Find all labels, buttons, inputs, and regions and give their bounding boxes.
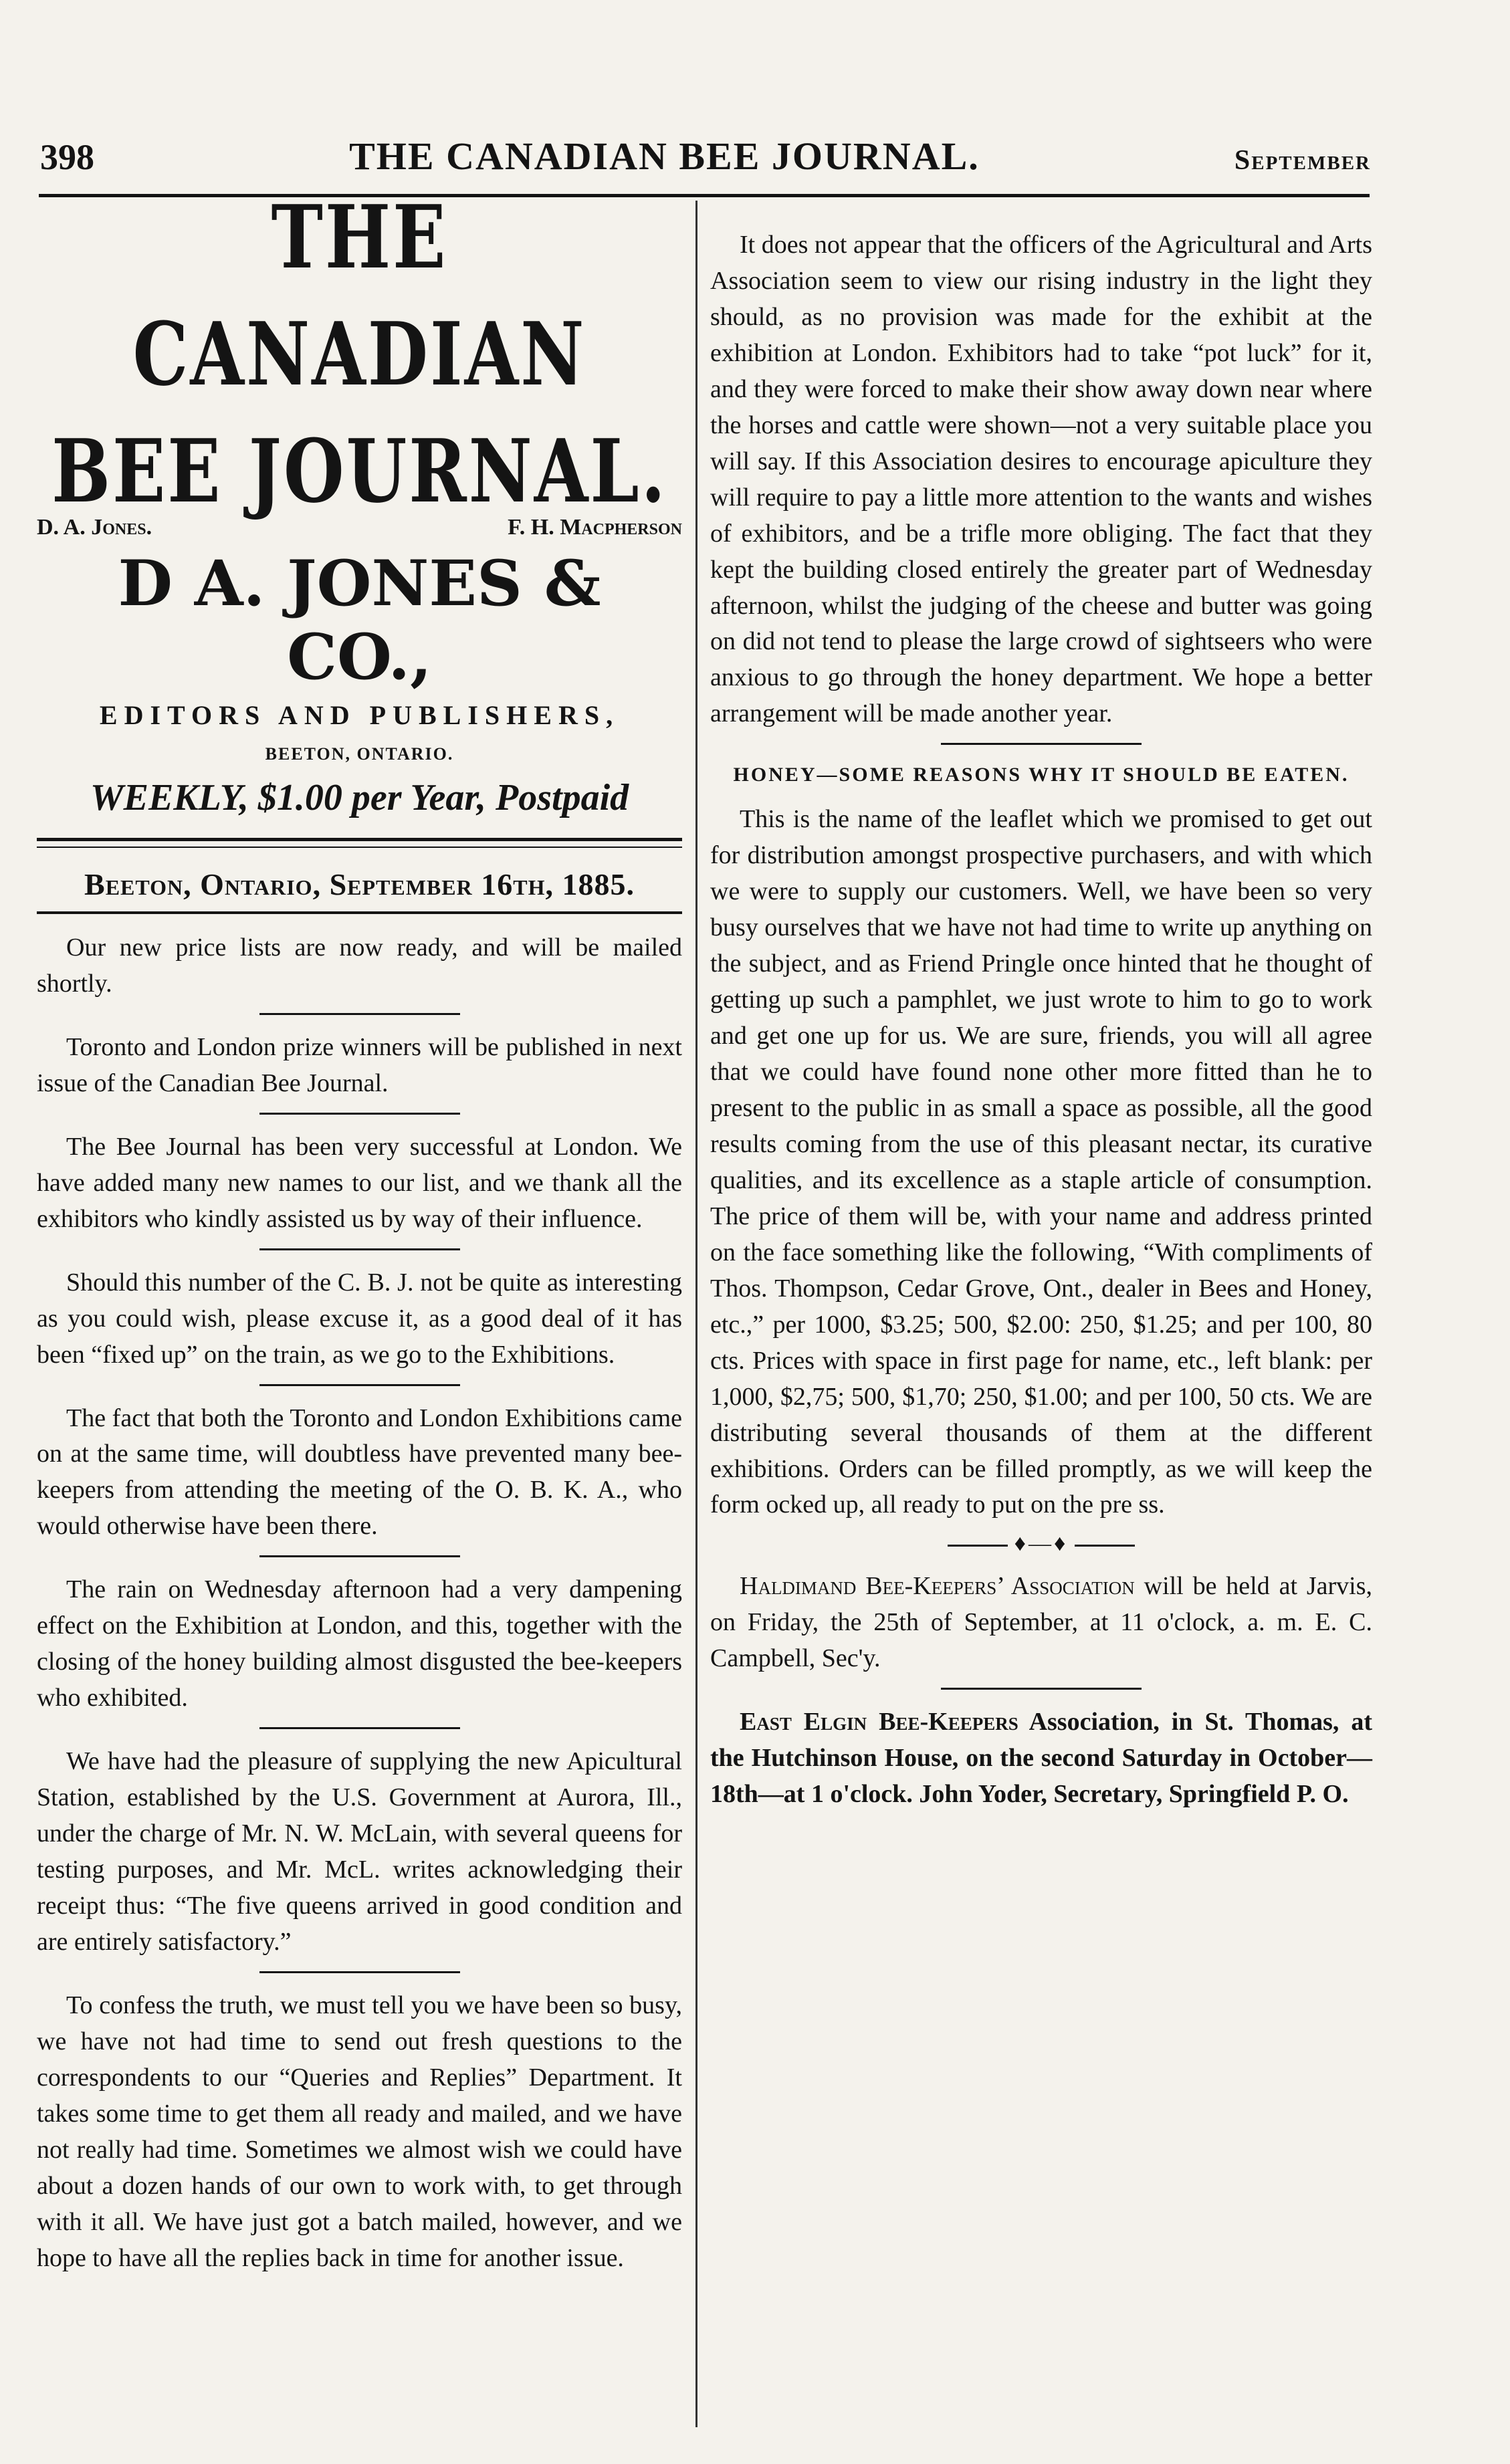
editorial-paragraph: Toronto and London prize winners will be published in next issue of the Canadian Bee Journal. [37,1032,682,1097]
notice-east-elgin-lead: East Elgin Bee-Keepers [740,1708,1018,1737]
ornament-divider: ♦—♦ [710,1531,1372,1557]
article-heading: HONEY—SOME REASONS WHY IT SHOULD BE EATEN. [733,764,1350,786]
notice-haldimand-lead: Haldimand Bee-Keepers’ Association [740,1572,1135,1601]
editorial-paragraph: The rain on Wednesday afternoon had a very dampening effect on the Exhibition at London, and this, together with the closing of the honey building almost disgusted the bee-keepers who exhibited. [37,1575,682,1712]
separator-rule [941,743,1142,745]
page-number: 398 [40,137,94,177]
editorial-paragraph: To confess the truth, we must tell you we have been so busy, we have not had time to send out fresh questions to the correspondents to our “Queries and Replies” Department. It takes some time to get them all ready and mailed, and we have not really had time. Sometimes we almost wish we could have about a dozen hands of our own to work with, to get through with it all. We have just got a batch mailed, however, and we hope to have all the replies back in time for another issue. [37,1991,682,2272]
separator-rule [259,1555,460,1557]
article-body: This is the name of the leaflet which we promised to get out for distribution amongst prospective purchasers, and with which we were to supply our customers. Well, we have been so very busy ourselves that we have not had time to write up anything on the subject, and as Friend Pringle once hinted that he thought of getting up such a pamphlet, we just wrote to him to go to work and get one up for us. We are sure, friends, you will all agree that we could have found none other more fitted than he to present to the public in as small a space as possible, all the good results coming from the use of this pleasant nectar, its curative qualities, and its excellence as a staple article of consumption. The price of them will be, with your name and address printed on the face something like the following, “With compliments of Thos. Thompson, Cedar Grove, Ont., dealer in Bees and Honey, etc.,” per 1000, $3.25; 500, $2.00: 250, $1.25; and per 100, 80 cts. Prices with space in first page for name, etc., left blank: per 1,000, $2,75; 500, $1,70; 250, $1.00; and per 100, 50 cts. We are distributing several thousands of them at the different exhibitions. Orders can be filled promptly, as we will keep the form ocked up, all ready to put on the pre ss. [710,805,1372,1519]
separator-rule [259,1384,460,1386]
masthead-title: THE CANADIAN BEE JOURNAL. [51,185,667,523]
publisher-role: EDITORS AND PUBLISHERS, [99,700,620,730]
masthead-rule-thin [37,847,682,848]
running-title: THE CANADIAN BEE JOURNAL. [349,134,980,178]
separator-rule [259,1248,460,1250]
publisher-place: BEETON, ONTARIO. [265,744,454,764]
left-column [37,185,682,2277]
editorial-paragraph: It does not appear that the officers of the Agricultural and Arts Association seem to view our rising industry in the light they should, as no provision was made for the exhibit at the exhibition at London. Exhibitors had to take “pot luck” for it, and they were forced to make their show away down near where the horses and cattle were shown—not a very suitable place you will say. If this Association desires to encourage apiculture they will require to pay a little more attention to the wants and wishes of exhibitors, and be a trifle more obliging. The fact that they kept the building closed entirely the greater part of Wednesday afternoon, whilst the judging of the cheese and butter was going on did not tend to please the large crowd of sightseers who were anxious to go through the honey department. We hope a better arrangement will be made another year. [710,231,1372,728]
running-month: September [1234,145,1371,176]
editorial-paragraph: Should this number of the C. B. J. not be quite as interesting as you could wish, please excuse it, as a good deal of it has been “fixed up” on the train, as we go to the Exhibitions. [37,1268,682,1369]
column-divider [695,201,697,2427]
right-column [710,201,1372,1813]
notice-east-elgin-text: Association, in St. Thomas, at the Hutchinson House, on the second Saturday in October—18th—at 1 o'clock. John Yoder, Secretary, Springfield P. O. [710,1708,1373,1809]
notice-east-elgin [710,1704,1372,1813]
editorial-paragraph: The Bee Journal has been very successful at London. We have added many new names to our list, and we thank all the exhibitors who kindly assisted us by way of their influence. [37,1132,682,1233]
publisher-name: D A. JONES & CO., [118,547,601,694]
editor-right: F. H. Macpherson [508,515,682,540]
notice-haldimand-text: will be held at Jarvis, on Friday, the 25th of September, at 11 o'clock, a. m. E. C. Campbell, Sec'y. [710,1572,1373,1673]
editorial-paragraph: We have had the pleasure of supplying the new Apicultural Station, established by the U.S. Government at Aurora, Ill., under the charge of Mr. N. W. McLain, with several queens for testing purposes, and Mr. McL. writes acknowledging their receipt thus: “The five queens arrived in good condition and are entirely satisfactory.” [37,1747,682,1956]
subscription-rate: WEEKLY, $1.00 per Year, Postpaid [90,777,629,818]
separator-rule [941,1688,1142,1690]
separator-rule [259,1113,460,1115]
separator-rule [259,1727,460,1729]
separator-rule [259,1013,460,1015]
editorial-paragraph: The fact that both the Toronto and London Exhibitions came on at the same time, will doubtless have prevented many bee-keepers from attending the meeting of the O. B. K. A., who would otherwise have been there. [37,1404,682,1541]
separator-rule [259,1971,460,1973]
masthead-rule [37,838,682,841]
notice-haldimand [710,1569,1372,1677]
editor-left: D. A. Jones. [37,515,152,540]
editorial-paragraph: Our new price lists are now ready, and will be mailed shortly. [37,933,682,998]
dateline: Beeton, Ontario, September 16th, 1885. [84,867,635,901]
dateline-rule [37,911,682,914]
